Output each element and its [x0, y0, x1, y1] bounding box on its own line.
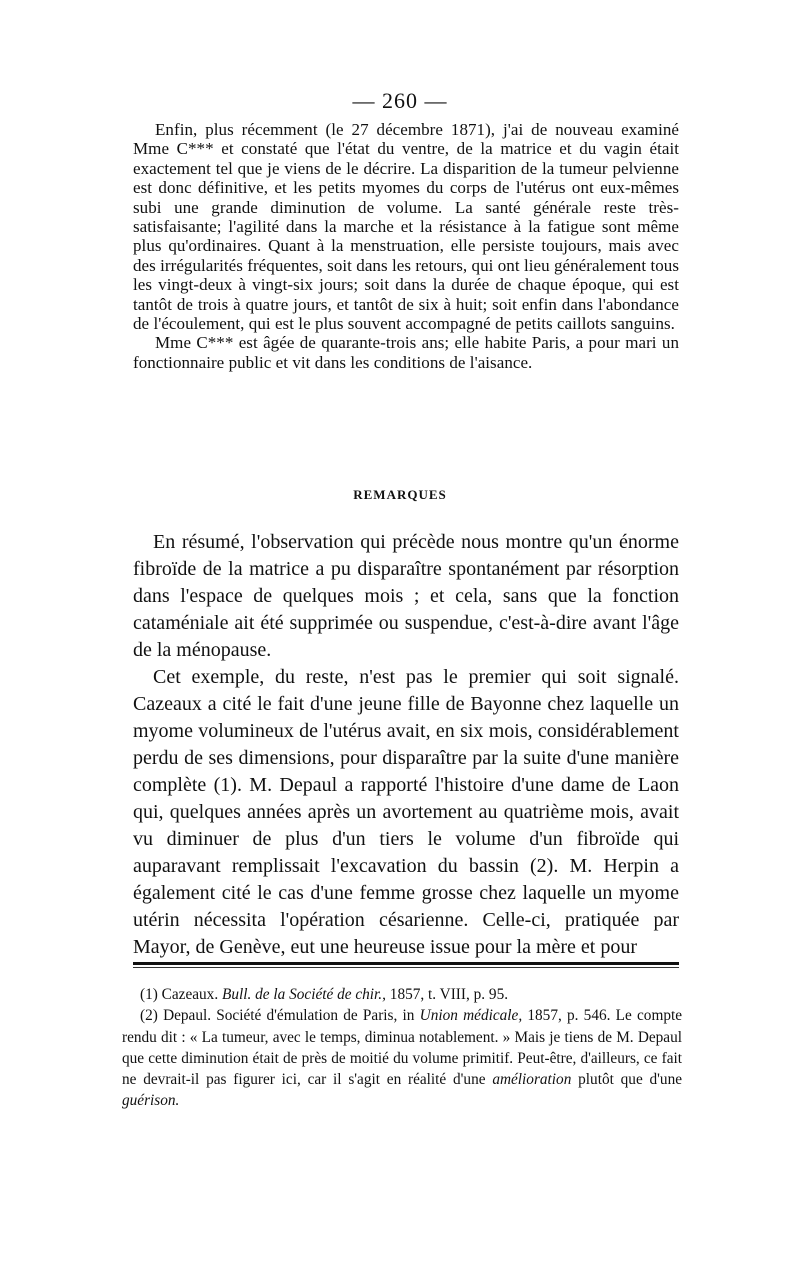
- footnote-reference: 1857, t. VIII, p. 95.: [389, 986, 509, 1003]
- footnote-title: Bull. de la Société de chir.,: [221, 986, 386, 1003]
- footnote-separator: [133, 962, 679, 965]
- footnote-emphasis: amélioration: [492, 1071, 572, 1089]
- footnote-journal: Union médicale,: [419, 1007, 523, 1025]
- paragraph: Enfin, plus récemment (le 27 décembre 1871), j'ai de nouveau examiné Mme C*** et constaté que l'état du ventre, de la matrice et du vagin était exactement tel que je viens de le décrire. La disparition de la tumeur pelvienne est donc définitive, et les petits myomes du corps de l'utérus ont eux-mêmes subi une grande diminution de volume. La santé générale reste très-satisfaisante; l'agilité dans la marche et la résistance à la fatigue sont même plus qu'ordinaires. Quant à la menstruation, elle persiste toujours, mais avec des irrégularités fréquentes, soit dans les retours, qui ont lieu généralement tous les vingt-deux à vingt-six jours; soit dans la durée de chaque époque, qui est tantôt de trois à quatre jours, et tantôt de six à huit; soit enfin dans l'abondance de l'écoulement, qui est le plus souvent accompagné de petits caillots sanguins.: [133, 120, 679, 334]
- footnote-1: [122, 984, 682, 1005]
- footnote-marker: (2): [140, 1007, 158, 1025]
- footnote-marker: (1): [140, 986, 158, 1003]
- footnote-text: plutôt que d'une: [578, 1071, 683, 1089]
- paragraph: Mme C*** est âgée de quarante-trois ans; elle habite Paris, a pour mari un fonctionnaire public et vit dans les conditions de l'aisance.: [133, 333, 679, 372]
- section-heading: REMARQUES: [353, 487, 447, 502]
- footnote-lead: Depaul. Société d'émulation de Paris, in: [163, 1007, 415, 1025]
- page-number: — 260 —: [352, 88, 448, 113]
- footnote-author: Cazeaux.: [161, 986, 219, 1003]
- paragraph: En résumé, l'observation qui précède nous montre qu'un énorme fibroïde de la matrice a pu disparaître spontanément par résorption dans l'espace de quelques mois ; et cela, sans que la fonction cataméniale ait été supprimée ou suspendue, c'est-à-dire avant l'âge de la ménopause.: [133, 531, 679, 661]
- remarks-text-block: [133, 529, 679, 961]
- footnote-separator-thin: [133, 967, 679, 968]
- footnote-2: [122, 1005, 682, 1111]
- footnote-text: Le compte rendu dit : « La tumeur, avec le temps, diminua notablement. » Mais je tiens de M. Depaul que cette diminution était de près de moitié du volume primitif. Peut-être, d'ailleurs, ce fait ne devrait-il pas figurer ici, car il s'agit en réalité d'une: [122, 1007, 683, 1089]
- footnote-reference: 1857, p. 546.: [527, 1007, 611, 1025]
- continued-text-block: [133, 120, 679, 372]
- footnotes: [122, 984, 682, 1112]
- paragraph: Cet exemple, du reste, n'est pas le premier qui soit signalé. Cazeaux a cité le fait d'une jeune fille de Bayonne chez laquelle un myome volumineux de l'utérus avait, en six mois, considérablement perdu de ses dimensions, pour disparaître par la suite d'une manière complète (1). M. Depaul a rapporté l'histoire d'une dame de Laon qui, quelques années après un avortement au quatrième mois, avait vu diminuer de plus d'un tiers le volume d'un fibroïde qui auparavant remplissait l'excavation du bassin (2). M. Herpin a également cité le cas d'une femme grosse chez laquelle un myome utérin nécessita l'opération césarienne. Celle-ci, pratiquée par Mayor, de Genève, eut une heureuse issue pour la mère et pour: [133, 666, 679, 958]
- footnote-emphasis: guérison.: [122, 1092, 180, 1110]
